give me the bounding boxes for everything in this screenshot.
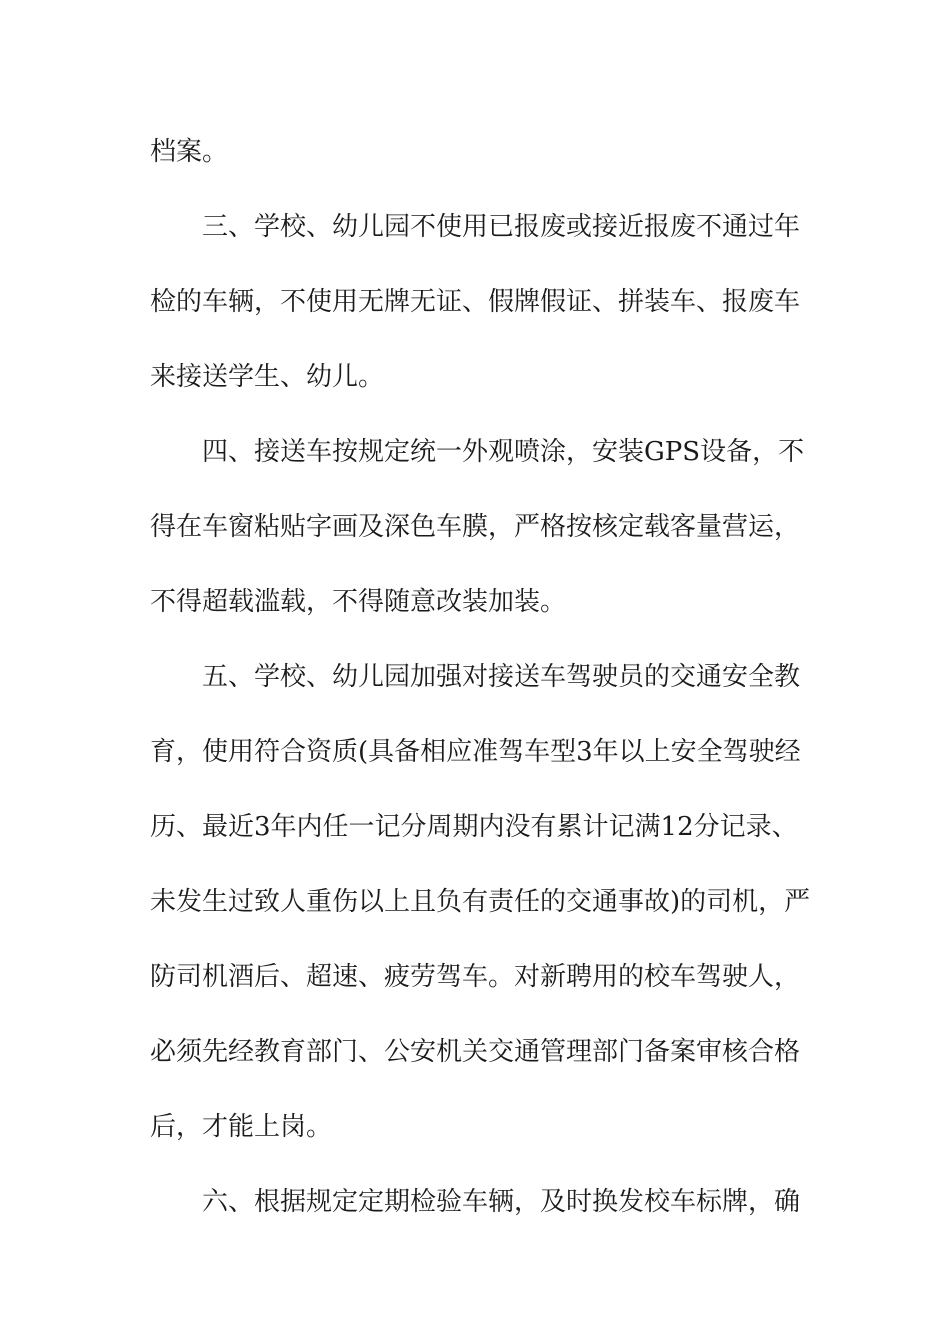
paragraph-3-start: 三、学校、幼儿园不使用已报废或接近报废不通过年 xyxy=(202,212,801,242)
text-line: 得在车窗粘贴字画及深色车膜，严格按核定载客量营运， xyxy=(150,512,801,542)
text-line: 育，使用符合资质(具备相应准驾车型3年以上安全驾驶经 xyxy=(150,737,801,767)
text-line: 档案。 xyxy=(150,137,229,167)
text-line: 不得超载滥载，不得随意改装加装。 xyxy=(150,587,567,617)
paragraph-6-start: 六、根据规定定期检验车辆，及时换发校车标牌，确 xyxy=(202,1187,801,1217)
paragraph-5-start: 五、学校、幼儿园加强对接送车驾驶员的交通安全教 xyxy=(202,662,801,692)
paragraph-4-start: 四、接送车按规定统一外观喷涂，安装GPS设备，不 xyxy=(202,437,805,467)
text-line: 必须先经教育部门、公安机关交通管理部门备案审核合格 xyxy=(150,1037,801,1067)
text-line: 检的车辆，不使用无牌无证、假牌假证、拼装车、报废车 xyxy=(150,287,801,317)
text-line: 后，才能上岗。 xyxy=(150,1112,333,1142)
text-line: 防司机酒后、超速、疲劳驾车。对新聘用的校车驾驶人， xyxy=(150,962,801,992)
text-line: 来接送学生、幼儿。 xyxy=(150,362,385,392)
text-line: 未发生过致人重伤以上且负有责任的交通事故)的司机，严 xyxy=(150,887,810,917)
text-line: 历、最近3年内任一记分周期内没有累计记满12分记录、 xyxy=(150,812,798,842)
